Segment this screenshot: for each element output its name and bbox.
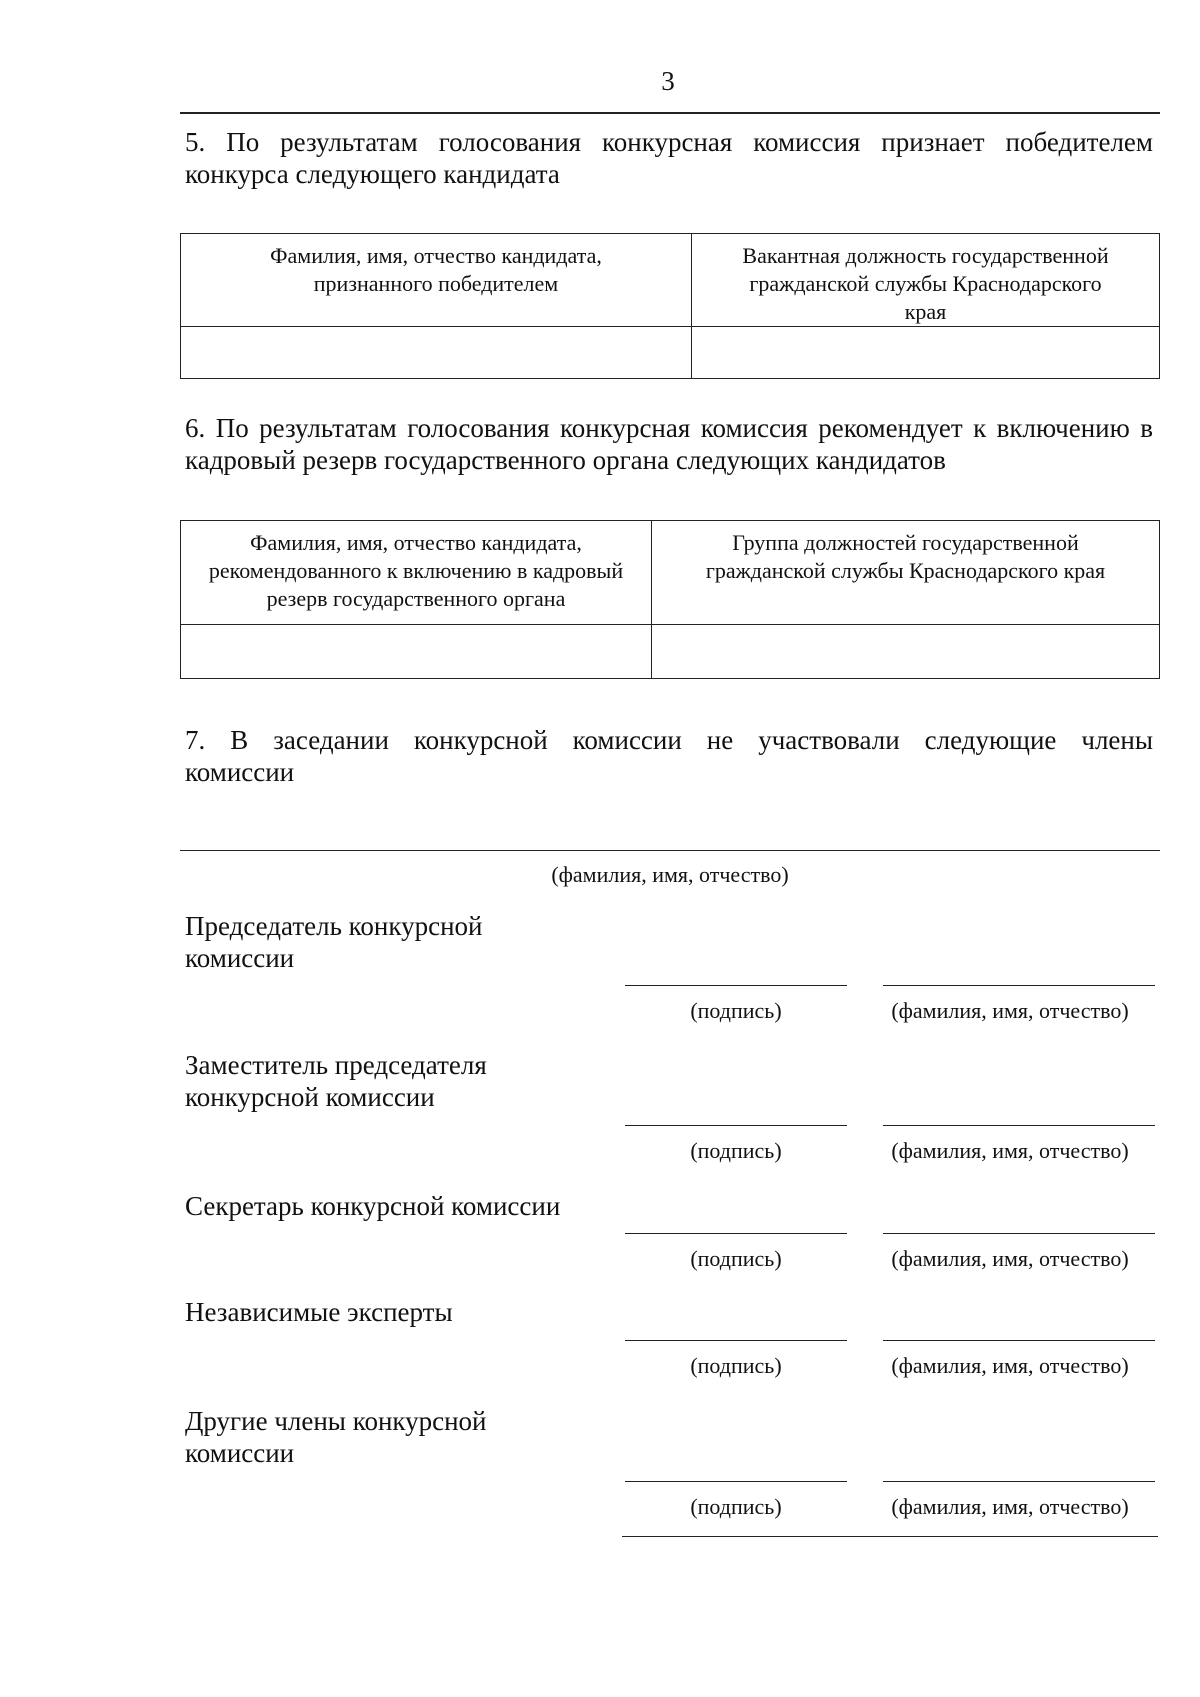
signature-caption: (подпись) <box>690 998 782 1023</box>
signature-caption: (подпись) <box>690 1353 782 1378</box>
absent-members-line <box>180 850 1160 851</box>
signature-line <box>625 985 847 986</box>
name-caption: (фамилия, имя, отчество) <box>891 1246 1129 1271</box>
section-7-text-line1: 7. В заседании конкурсной комиссии не участвовали следующие члены <box>185 725 1153 755</box>
section-5-text: 5. По результатам голосования конкурсная комиссия признает победителем конкурса следующего кандидата <box>185 127 1153 189</box>
position-group-header: Группа должностей государственной гражданской службы Краснодарского края <box>652 521 1160 625</box>
reserve-candidate-header: Фамилия, имя, отчество кандидата, рекомендованного к включению в кадровый резерв государственного органа <box>181 521 652 625</box>
name-line <box>883 1233 1155 1234</box>
name-caption: (фамилия, имя, отчество) <box>891 998 1129 1023</box>
name-line <box>883 1125 1155 1126</box>
signature-line <box>625 1233 847 1234</box>
vacant-position-header: Вакантная должность государственной гражданской службы Краснодарского края <box>692 234 1160 327</box>
reserve-table <box>180 520 1160 679</box>
absent-members-caption: (фамилия, имя, отчество) <box>551 862 789 887</box>
table-cell <box>652 625 1160 679</box>
name-line <box>883 1340 1155 1341</box>
name-line <box>883 1481 1155 1482</box>
winner-table <box>180 233 1160 379</box>
page-number: 3 <box>661 66 675 96</box>
table-row <box>181 625 1160 679</box>
winner-name-header: Фамилия, имя, отчество кандидата, признанного победителем <box>181 234 692 327</box>
signature-line <box>625 1125 847 1126</box>
section-6-text: 6. По результатам голосования конкурсная комиссия рекомендует к включению в кадровый резерв государственного органа следующих кандидатов <box>185 413 1153 475</box>
header-rule <box>180 112 1160 114</box>
table-cell <box>181 327 692 379</box>
role-secretary: Секретарь конкурсной комиссии <box>185 1191 561 1221</box>
role-chairman: Председатель конкурсной комиссии <box>185 911 483 973</box>
name-caption: (фамилия, имя, отчество) <box>891 1138 1129 1163</box>
table-header-row <box>181 521 1160 625</box>
table-cell <box>181 625 652 679</box>
signature-caption: (подпись) <box>690 1138 782 1163</box>
section-7-text-line2: комиссии <box>185 757 295 787</box>
table-header-row <box>181 234 1160 327</box>
role-deputy-chairman: Заместитель председателя конкурсной комиссии <box>185 1050 487 1112</box>
name-line <box>883 985 1155 986</box>
role-other-members: Другие члены конкурсной комиссии <box>185 1406 487 1468</box>
table-row <box>181 327 1160 379</box>
name-caption: (фамилия, имя, отчество) <box>891 1353 1129 1378</box>
name-caption: (фамилия, имя, отчество) <box>891 1494 1129 1519</box>
role-independent-experts: Независимые эксперты <box>185 1297 453 1327</box>
signature-caption: (подпись) <box>690 1494 782 1519</box>
table-cell <box>692 327 1160 379</box>
signature-line <box>625 1481 847 1482</box>
closing-rule <box>622 1536 1158 1537</box>
signature-line <box>625 1340 847 1341</box>
signature-caption: (подпись) <box>690 1246 782 1271</box>
